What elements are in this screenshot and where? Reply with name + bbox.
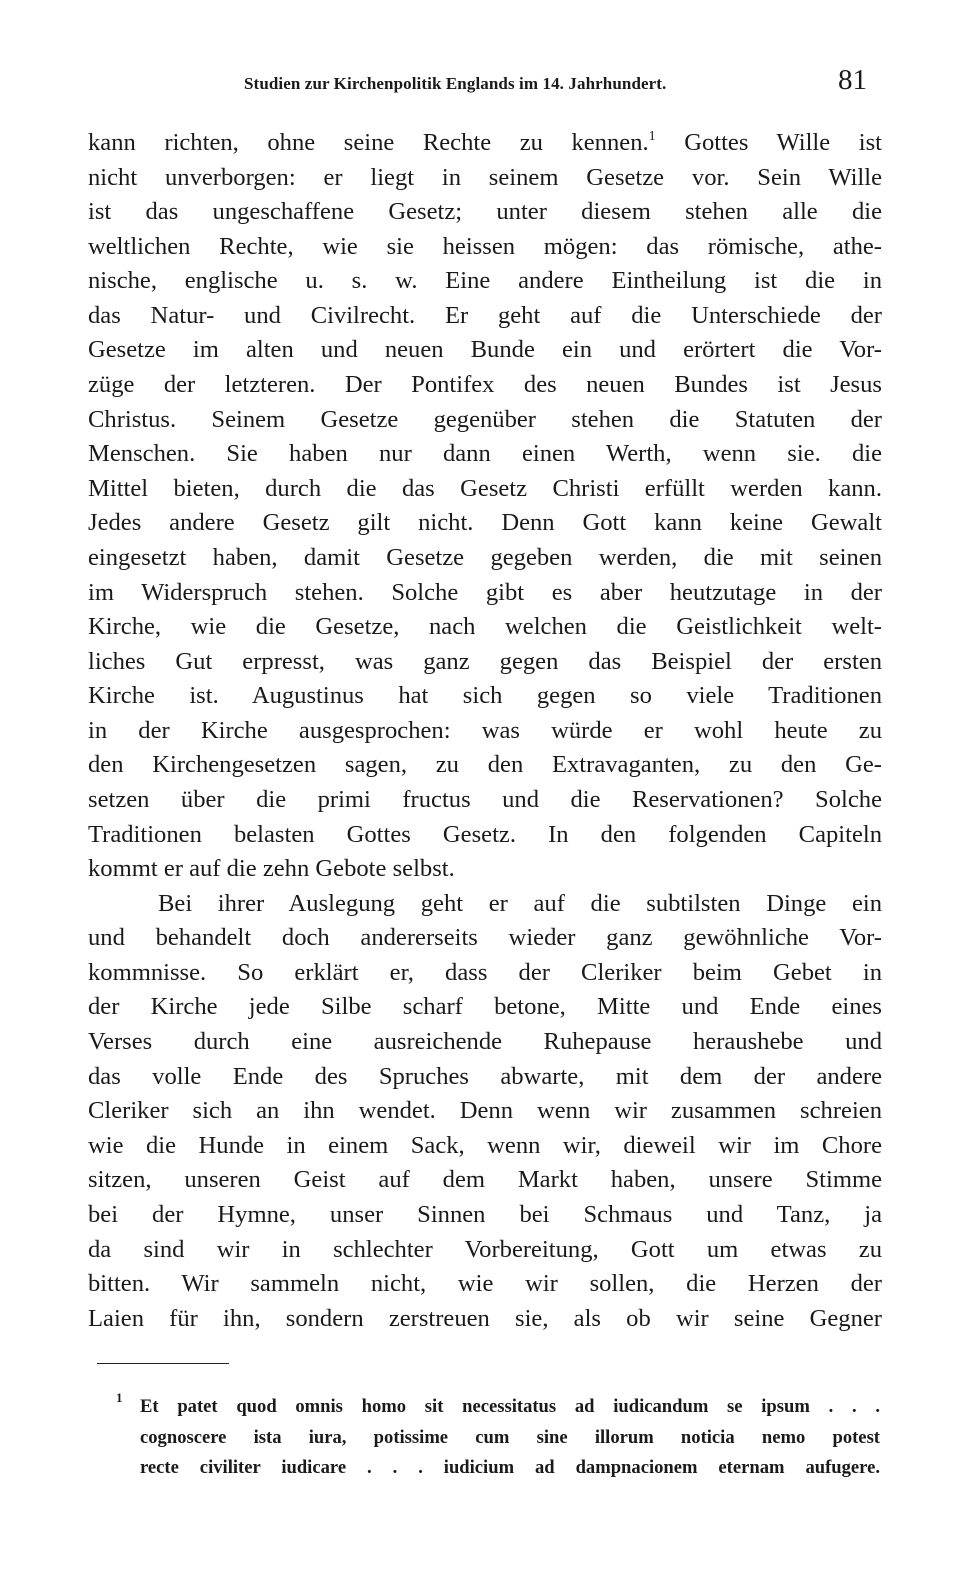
footnote-separator bbox=[97, 1363, 229, 1364]
text-line: liches Gut erpresst, was ganz gegen das Beispiel der ersten bbox=[88, 647, 882, 675]
footnote-line: cognoscere ista iura, potissime cum sine illorum noticia nemo potest bbox=[140, 1426, 880, 1448]
text-line: wie die Hunde in einem Sack, wenn wir, dieweil wir im Chore bbox=[88, 1131, 882, 1159]
text-line: da sind wir in schlechter Vorbereitung, Gott um etwas zu bbox=[88, 1235, 882, 1263]
text-line: Mittel bieten, durch die das Gesetz Christi erfüllt werden kann. bbox=[88, 474, 882, 502]
text-line: Verses durch eine ausreichende Ruhepause heraushebe und bbox=[88, 1028, 882, 1056]
paragraph-end-line: kommt er auf die zehn Gebote selbst. bbox=[88, 855, 455, 883]
main-text bbox=[88, 126, 882, 1336]
text-line: setzen über die primi fructus und die Reservationen? Solche bbox=[88, 785, 882, 813]
footnote bbox=[118, 1392, 880, 1484]
text-line: und behandelt doch andererseits wieder ganz gewöhnliche Vor- bbox=[88, 924, 882, 952]
text-line: den Kirchengesetzen sagen, zu den Extravaganten, zu den Ge- bbox=[88, 751, 882, 779]
text-line: Menschen. Sie haben nur dann einen Werth, wenn sie. die bbox=[88, 440, 882, 468]
paragraph-start-line: Bei ihrer Auslegung geht er auf die subtilsten Dinge ein bbox=[158, 889, 882, 917]
text-line: nicht unverborgen: er liegt in seinem Gesetze vor. Sein Wille bbox=[88, 163, 882, 191]
text-line: Gesetze im alten und neuen Bunde ein und erörtert die Vor- bbox=[88, 336, 882, 364]
footnote-reference[interactable]: 1 bbox=[648, 129, 656, 144]
text-line: Cleriker sich an ihn wendet. Denn wenn wir zusammen schreien bbox=[88, 1097, 882, 1125]
text-line: bei der Hymne, unser Sinnen bei Schmaus und Tanz, ja bbox=[88, 1200, 882, 1228]
text-line: in der Kirche ausgesprochen: was würde er wohl heute zu bbox=[88, 716, 882, 744]
footnote-mark: 1 bbox=[116, 1390, 123, 1405]
text-line: ist das ungeschaffene Gesetz; unter diesem stehen alle die bbox=[88, 198, 882, 226]
text-line: der Kirche jede Silbe scharf betone, Mitte und Ende eines bbox=[88, 993, 882, 1021]
text-line: im Widerspruch stehen. Solche gibt es aber heutzutage in der bbox=[88, 578, 882, 606]
text-line: Laien für ihn, sondern zerstreuen sie, als ob wir seine Gegner bbox=[88, 1304, 882, 1332]
text-line-1 bbox=[88, 126, 882, 161]
text-line: Jedes andere Gesetz gilt nicht. Denn Gott kann keine Gewalt bbox=[88, 509, 882, 537]
text-line: Kirche ist. Augustinus hat sich gegen so viele Traditionen bbox=[88, 682, 882, 710]
text-line: das Natur- und Civilrecht. Er geht auf die Unterschiede der bbox=[88, 301, 882, 329]
text-line: nische, englische u. s. w. Eine andere Eintheilung ist die in bbox=[88, 267, 882, 295]
text-line: sitzen, unseren Geist auf dem Markt haben, unsere Stimme bbox=[88, 1166, 882, 1194]
text-line: züge der letzteren. Der Pontifex des neuen Bundes ist Jesus bbox=[88, 371, 882, 399]
text-line: Kirche, wie die Gesetze, nach welchen die Geistlichkeit welt- bbox=[88, 613, 882, 641]
text-line: weltlichen Rechte, wie sie heissen mögen: das römische, athe- bbox=[88, 232, 882, 260]
text-line: Christus. Seinem Gesetze gegenüber stehen die Statuten der bbox=[88, 405, 882, 433]
running-title: Studien zur Kirchenpolitik Englands im 14. Jahrhundert. bbox=[244, 74, 667, 93]
footnote-line: Et patet quod omnis homo sit necessitatus ad iudicandum se ipsum . . . bbox=[140, 1396, 880, 1417]
text-line-1-end: Gottes Wille ist bbox=[655, 129, 882, 156]
text-line: bitten. Wir sammeln nicht, wie wir sollen, die Herzen der bbox=[88, 1270, 882, 1298]
text-line: das volle Ende des Spruches abwarte, mit dem der andere bbox=[88, 1062, 882, 1090]
text-line: eingesetzt haben, damit Gesetze gegeben werden, die mit seinen bbox=[88, 543, 882, 571]
text-line: kommnisse. So erklärt er, dass der Cleriker beim Gebet in bbox=[88, 958, 882, 986]
footnote-line: recte civiliter iudicare . . . iudicium ad dampnacionem eternam aufugere. bbox=[140, 1457, 880, 1478]
text-line-1-start: kann richten, ohne seine Rechte zu kennen. bbox=[88, 129, 649, 156]
text-line: Traditionen belasten Gottes Gesetz. In den folgenden Capiteln bbox=[88, 820, 882, 848]
page-number: 81 bbox=[838, 64, 867, 96]
